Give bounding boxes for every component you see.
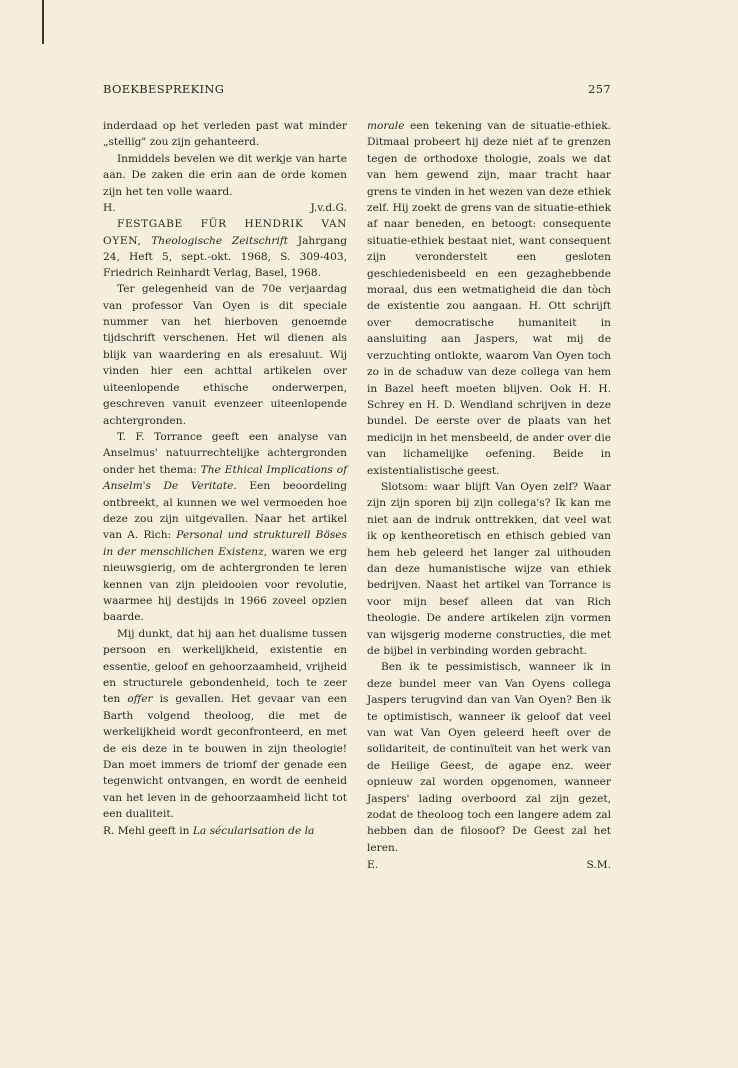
section-title: BOEKBESPREKING xyxy=(103,82,225,96)
signature-initials: J.v.d.G. xyxy=(310,202,347,215)
signature-place: E. xyxy=(367,859,379,872)
italic-title: La sécularisation de la xyxy=(192,824,315,837)
text-run: een tekening van de situatie-ethiek. Ditmaal probeert hij deze niet af te grenzen tegen de orthodoxe thologie, zoals we dat van hem gewend zijn, maar tracht haar grens te vinden in het wezen van deze ethiek zelf. Hij zoekt de grens van de situatie-ethiek af naar beneden, en betoogt: consequente situatie-ethiek bestaat niet, want consequent zijn veronderstelt een gesloten geschiedenisbeeld en een gezaghebbende moraal, dus een wetmatigheid die dan tòch de existentie zou aangaan. H. Ott schrijft over democratische humaniteit in aansluiting aan Jaspers, wat mij de verzuchting ontlokte, waarom Van Oyen toch zo in de schaduw van deze collega van hem in Bazel heeft moeten blijven. Ook H. H. Schrey en H. D. Wendland schrijven in deze bundel. De eerste over de plaats van het medicijn in het mensbeeld, de ander over die van lichamelijke oefening. Beide in existentialistische geest. xyxy=(367,120,612,477)
paragraph: Ben ik te pessimistisch, wanneer ik in deze bundel meer van Van Oyens collega Jaspers terugvind dan van Van Oyen? Ben ik te optimistisch, wanneer ik geloof dat veel van wat Van Oyen geleerd heeft over de solidariteit, de continuïteit van het werk van de Heilige Geest, de agape enz. weer opnieuw zal worden opgenomen, wanneer Jaspers' lading overboord zal zijn gezet, zodat de theoloog toch een langere adem zal hebben dan de filosoof? De Geest zal het leren. xyxy=(367,661,611,854)
paragraph: inderdaad op het verleden past wat minder „stellig" zou zijn gehanteerd. xyxy=(103,120,347,149)
italic-word: offer xyxy=(127,693,153,706)
paragraph: Slotsom: waar blijft Van Oyen zelf? Waar zijn zijn sporen bij zijn collega's? Ik kan me niet aan de indruk onttrekken, dat veel wat ik op kentheoretisch en ethisch gebied van hem heb geleerd het langer zal uithouden dan deze humanistische wijze van ethiek bedrijven. Naast het artikel van Torrance is voor mijn besef alleen dat van Rich theologie. De andere artikelen zijn vormen van wijsgerig moderne constructies, die met de bijbel in verbinding worden gebracht. xyxy=(367,480,611,657)
italic-title: Personal und strukturell Böses in der menschlichen Existenz, xyxy=(103,529,347,558)
text-run: R. Mehl geeft in xyxy=(103,824,190,837)
running-header xyxy=(103,82,611,102)
text-run: T. F. Torrance geeft een analyse van Anselmus' natuurrechtelijke achtergronden onder het thema: xyxy=(103,430,347,476)
signature-initials: S.M. xyxy=(586,859,611,872)
review-heading xyxy=(103,216,347,281)
paragraph xyxy=(103,626,347,823)
margin-rule xyxy=(42,0,44,44)
paragraph: Inmiddels bevelen we dit werkje van harte aan. De zaken die erin aan de orde komen zijn het ten volle waard. xyxy=(103,152,347,198)
review-journal: Theologische Zeitschrift xyxy=(151,234,289,247)
paragraph: Ter gelegenheid van de 70e verjaardag van professor Van Oyen is dit speciale nummer van het hierboven genoemde tijdschrift verschenen. Het wil dienen als blijk van waardering en als eresaluut. Wij vinden hier een achttal artikelen over uiteenlopende ethische onderwerpen, geschreven vanuit evenzeer uiteenlopende achtergronden. xyxy=(103,283,347,427)
text-run: Een beoordeling ontbreekt, al kunnen we wel vermoeden hoe deze zou zijn uitgevallen. Naar het artikel van A. Rich: xyxy=(103,480,348,542)
text-run: waren we erg nieuwsgierig, om de achtergronden te leren kennen van zijn pleidooien voor revolutie, waarmee hij destijds in 1966 zoveel opzien baarde. xyxy=(103,545,348,624)
page-number: 257 xyxy=(588,82,611,96)
signature-place: H. xyxy=(103,202,116,215)
paragraph xyxy=(103,823,347,839)
text-run: is gevallen. Het gevaar van een Barth volgend theoloog, die met de werkelijkheid wordt geconfronteerd, en met de eis deze in te bouwen in zijn theologie! Dan moet immers de triomf der genade een tegenwicht ontvangen, en wordt de eenheid van het leven in de gehoorzaamheid licht tot een dualiteit. xyxy=(103,693,348,821)
italic-title: morale xyxy=(367,120,405,132)
text-run: Mij dunkt, dat hij aan het dualisme tussen persoon en werkelijkheid, existentie en essentie, geloof en gehoorzaamheid, vrijheid en structurele gebondenheid, toch te zeer ten xyxy=(103,627,347,706)
signature-line xyxy=(103,200,347,216)
left-column xyxy=(103,118,347,839)
paragraph xyxy=(367,118,611,479)
signature-line xyxy=(367,857,611,873)
review-title: FESTGABE FÜR HENDRIK VAN OYEN, xyxy=(103,218,347,247)
italic-title: The Ethical Implications of Anselm's De Veritate. xyxy=(103,463,347,493)
review-details: Jahrgang 24, Heft 5, sept.-okt. 1968, S. 309-403, Friedrich Reinhardt Verlag, Basel, 1968. xyxy=(103,234,347,280)
right-column xyxy=(367,118,611,874)
paragraph xyxy=(103,429,347,626)
